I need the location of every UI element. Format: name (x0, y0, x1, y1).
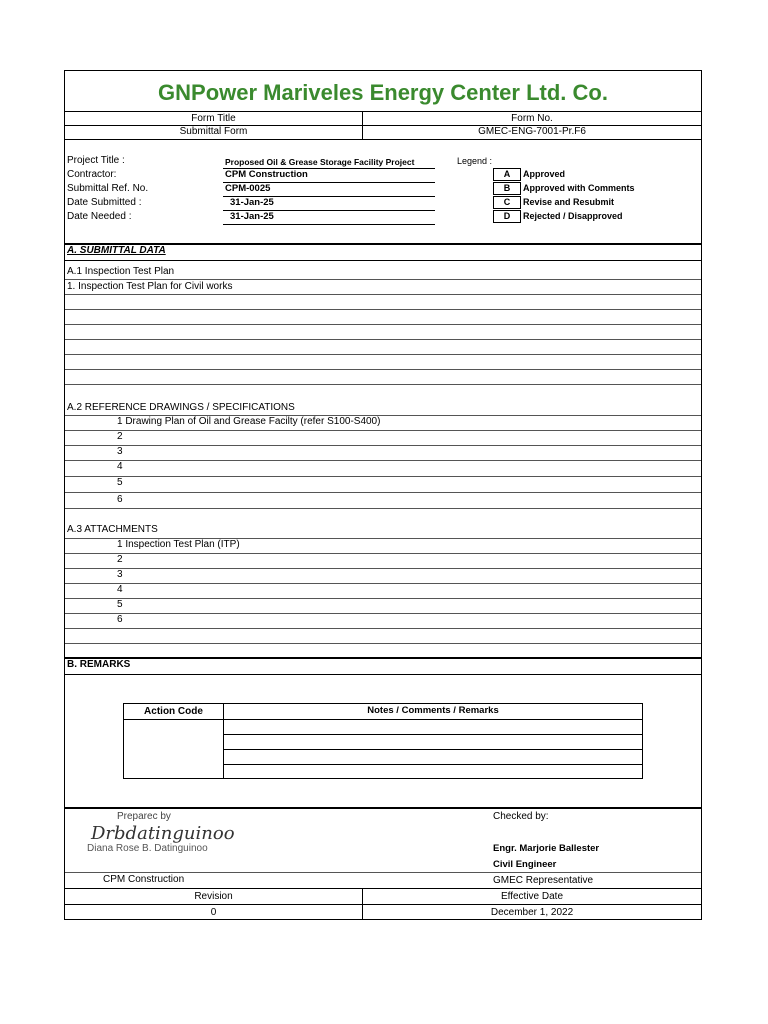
row-line (65, 339, 701, 340)
revision-value: 0 (210, 907, 217, 918)
a2-item-2: 2 (117, 431, 123, 442)
a3-item-1: 1 Inspection Test Plan (ITP) (117, 539, 240, 550)
row-line (65, 460, 701, 461)
row-line (65, 492, 701, 493)
row-line (65, 279, 701, 280)
legend-text-d: Rejected / Disapproved (523, 211, 623, 221)
a3-item-6: 6 (117, 614, 123, 625)
submittal-ref-value: CPM-0025 (225, 183, 271, 194)
checked-company: GMEC Representative (493, 875, 594, 886)
divider (65, 139, 701, 140)
prepared-by-label: Preparec by (117, 811, 171, 822)
row-line (65, 430, 701, 431)
legend-text-b: Approved with Comments (523, 183, 635, 193)
date-submitted-value: 31-Jan-25 (230, 197, 274, 208)
a3-item-3: 3 (117, 569, 123, 580)
divider (65, 674, 701, 675)
contractor-label: Contractor: (67, 169, 117, 180)
prepared-signature: Drbdatinguinoo (91, 823, 235, 844)
a2-item-3: 3 (117, 446, 123, 457)
submittal-ref-label: Submittal Ref. No. (67, 183, 149, 194)
row-line (65, 354, 701, 355)
row-line (65, 476, 701, 477)
a2-item-4: 4 (117, 461, 123, 472)
a1-item: 1. Inspection Test Plan for Civil works (67, 281, 233, 292)
legend-code-b: B (493, 182, 521, 195)
divider (65, 807, 701, 809)
project-title-label: Project Title : (67, 155, 125, 166)
checked-by-label: Checked by: (493, 811, 549, 822)
form-no-value: GMEC-ENG-7001-Pr.F6 (478, 126, 586, 137)
row-line (65, 369, 701, 370)
row-line (65, 309, 701, 310)
revision-label: Revision (194, 891, 233, 902)
legend-code-d: D (493, 210, 521, 223)
row-line (65, 568, 701, 569)
row-line (65, 628, 701, 629)
divider (223, 764, 642, 765)
submittal-form (64, 70, 702, 920)
divider (65, 888, 701, 889)
checked-title: Civil Engineer (493, 859, 557, 870)
row-line (65, 324, 701, 325)
underline (223, 224, 435, 225)
a3-title: A.3 ATTACHMENTS (67, 524, 158, 535)
a2-title: A.2 REFERENCE DRAWINGS / SPECIFICATIONS (67, 402, 295, 413)
divider (65, 657, 701, 659)
form-title-label: Form Title (191, 113, 236, 124)
divider (124, 719, 223, 720)
a2-item-1: 1 Drawing Plan of Oil and Grease Facilty (refer S100-S400) (117, 416, 381, 427)
divider (223, 719, 642, 720)
row-line (65, 872, 701, 873)
date-needed-value: 31-Jan-25 (230, 211, 274, 222)
form-no-label: Form No. (511, 113, 553, 124)
a3-item-2: 2 (117, 554, 123, 565)
form-title-value: Submittal Form (179, 126, 248, 137)
row-line (65, 384, 701, 385)
row-line (65, 613, 701, 614)
action-code-header: Action Code (144, 706, 203, 717)
legend-text-a: Approved (523, 169, 566, 179)
notes-header: Notes / Comments / Remarks (367, 705, 499, 716)
prepared-company: CPM Construction (103, 874, 185, 885)
divider (65, 260, 701, 261)
effective-date-value: December 1, 2022 (490, 907, 574, 918)
a3-item-5: 5 (117, 599, 123, 610)
divider (223, 734, 642, 735)
divider (223, 749, 642, 750)
effective-date-label: Effective Date (500, 891, 564, 902)
contractor-value: CPM Construction (225, 169, 308, 180)
row-line (65, 643, 701, 644)
row-line (65, 598, 701, 599)
legend-code-a: A (493, 168, 521, 181)
a2-item-6: 6 (117, 494, 123, 505)
project-title-value: Proposed Oil & Grease Storage Facility Project (225, 157, 415, 167)
section-b-title: B. REMARKS (67, 659, 131, 670)
divider (65, 111, 701, 112)
divider (65, 904, 701, 905)
row-line (65, 508, 701, 509)
a3-item-4: 4 (117, 584, 123, 595)
row-line (65, 294, 701, 295)
row-line (65, 445, 701, 446)
row-line (65, 583, 701, 584)
checked-name: Engr. Marjorie Ballester (493, 843, 600, 854)
date-needed-label: Date Needed : (67, 211, 132, 222)
legend-code-c: C (493, 196, 521, 209)
legend-text-c: Revise and Resubmit (523, 197, 615, 207)
remarks-table (123, 703, 643, 779)
a1-title: A.1 Inspection Test Plan (67, 266, 175, 277)
legend-label: Legend : (457, 156, 493, 166)
row-line (65, 553, 701, 554)
a2-item-5: 5 (117, 477, 123, 488)
date-submitted-label: Date Submitted : (67, 197, 142, 208)
company-title: GNPower Mariveles Energy Center Ltd. Co. (158, 80, 608, 105)
prepared-name: Diana Rose B. Datinguinoo (87, 843, 208, 854)
section-a-title: A. SUBMITTAL DATA (67, 245, 166, 256)
